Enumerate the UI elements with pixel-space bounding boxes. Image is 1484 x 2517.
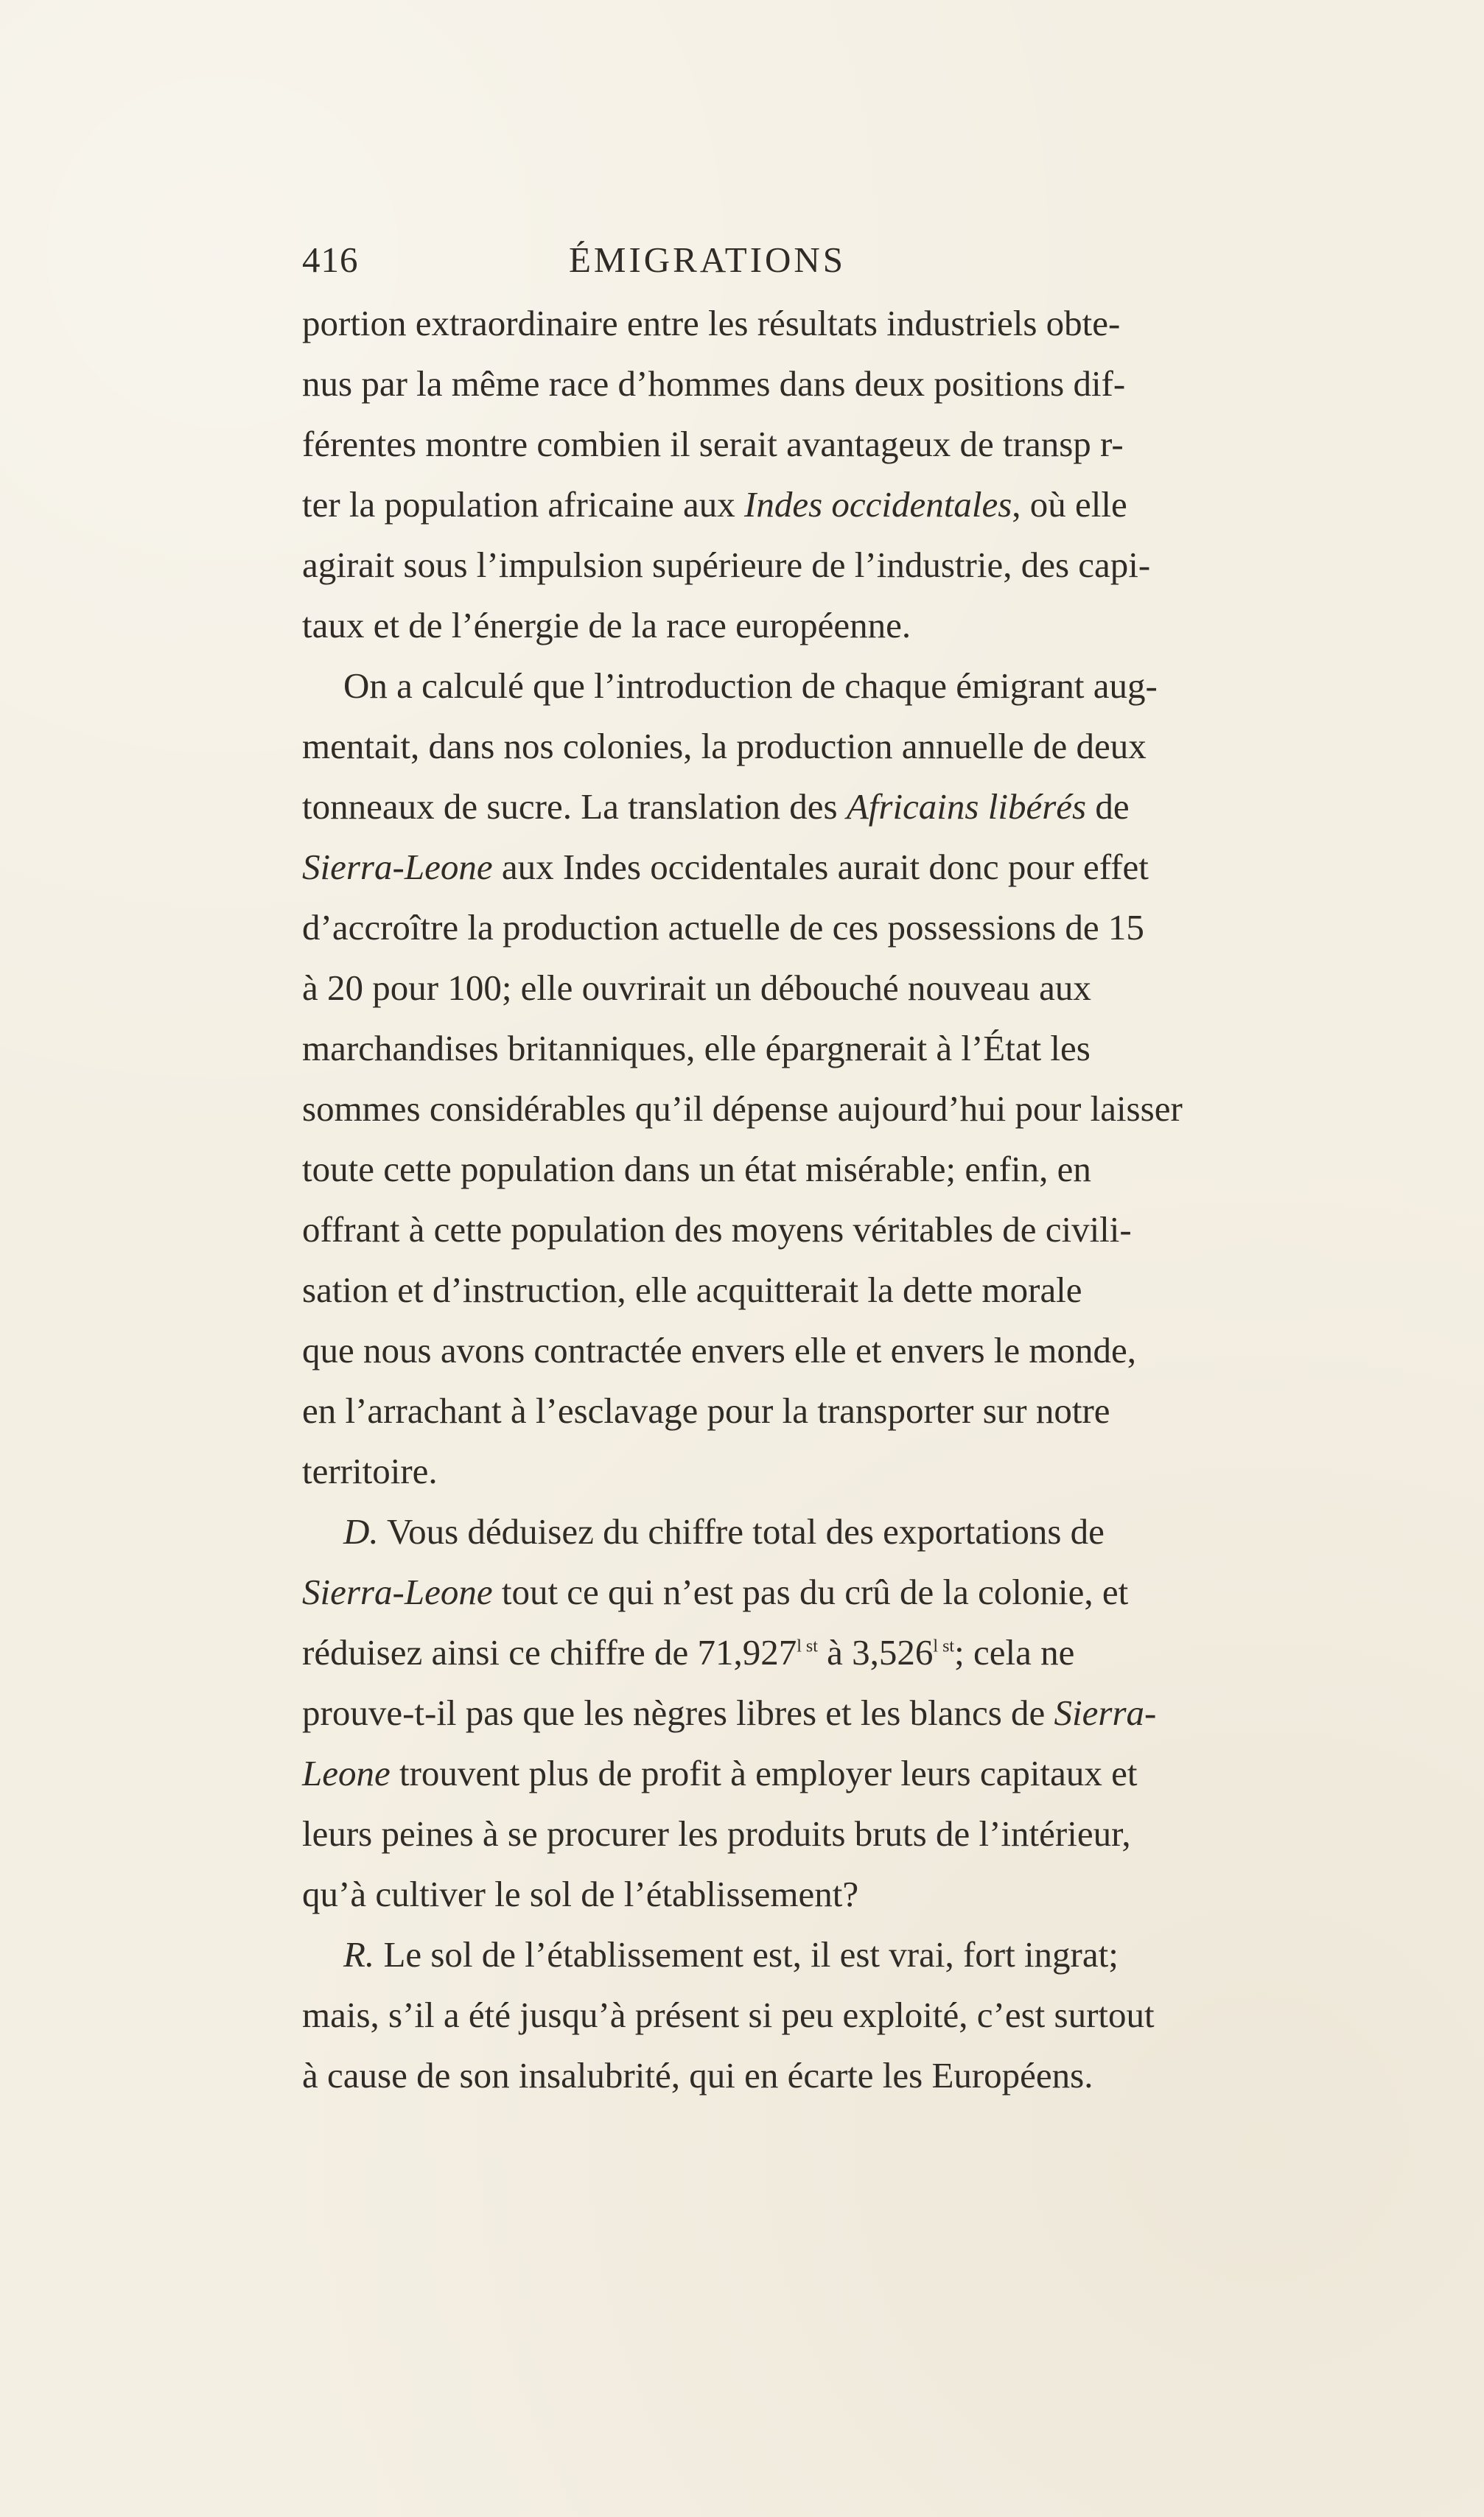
line-21-text-b: Vous déduisez du chiffre total des exportations de	[378, 1511, 1105, 1552]
text-line	[302, 1804, 1422, 1864]
line-08-text: mentait, dans nos colonies, la production annuelle de deux	[302, 726, 1147, 766]
line-24-text-a: prouve-t-il pas que les nègres libres et les blancs de	[302, 1692, 1054, 1733]
line-04-italic: Indes occidentales	[744, 484, 1012, 525]
line-24-italic: Sierra-	[1054, 1692, 1157, 1733]
line-06-text: taux et de l’énergie de la race européenne.	[302, 605, 911, 645]
answer-line	[302, 1925, 1422, 1985]
text-line	[302, 1381, 1422, 1441]
text-line	[302, 1320, 1422, 1381]
line-10-text-b: aux Indes occidentales aurait donc pour effet	[492, 847, 1149, 887]
text-line	[302, 1743, 1422, 1804]
line-04-text-c: , où elle	[1012, 484, 1127, 525]
line-05-text: agirait sous l’impulsion supérieure de l’industrie, des capi-	[302, 545, 1151, 585]
line-27-text: qu’à cultiver le sol de l’établissement?	[302, 1874, 859, 1914]
line-17-text: sation et d’instruction, elle acquitterait la dette morale	[302, 1270, 1082, 1310]
page-text	[302, 293, 1422, 2106]
text-line	[302, 1079, 1422, 1139]
line-10-italic: Sierra-Leone	[302, 847, 493, 887]
text-line	[302, 897, 1422, 958]
text-line	[302, 414, 1422, 475]
text-line	[302, 535, 1422, 595]
line-09-text-a: tonneaux de sucre. La translation des	[302, 786, 847, 827]
line-20-text: territoire.	[302, 1451, 438, 1491]
text-line	[302, 837, 1422, 897]
question-line	[302, 1502, 1422, 1562]
question-marker: D.	[343, 1511, 379, 1552]
line-22-text-b: tout ce qui n’est pas du crû de la colonie, et	[492, 1572, 1129, 1612]
line-04-text-a: ter la population africaine aux	[302, 484, 744, 525]
text-line	[302, 1200, 1422, 1260]
line-26-text: leurs peines à se procurer les produits bruts de l’intérieur,	[302, 1813, 1131, 1854]
line-12-text: à 20 pour 100; elle ouvrirait un débouché nouveau aux	[302, 967, 1091, 1008]
line-25-text-b: trouvent plus de profit à employer leurs capitaux et	[390, 1753, 1138, 1793]
line-02-text: nus par la même race d’hommes dans deux positions dif-	[302, 363, 1126, 404]
line-23-superscript-1: l st	[797, 1636, 818, 1656]
text-line	[302, 1441, 1422, 1502]
page-header	[302, 231, 1039, 290]
line-01-text: portion extraordinaire entre les résultats industriels obte-	[302, 303, 1121, 343]
text-line	[302, 1139, 1422, 1200]
line-23-text-c: ; cela ne	[954, 1632, 1075, 1673]
line-23-text-b: à 3,526	[817, 1632, 934, 1673]
running-title: ÉMIGRATIONS	[568, 239, 847, 280]
text-line	[302, 1985, 1422, 2045]
text-line	[302, 777, 1422, 837]
text-line	[302, 595, 1422, 656]
text-line	[302, 1683, 1422, 1743]
text-line	[302, 1018, 1422, 1079]
text-line	[302, 958, 1422, 1018]
line-29-text: mais, s’il a été jusqu’à présent si peu exploité, c’est surtout	[302, 1995, 1155, 2035]
line-25-italic: Leone	[302, 1753, 391, 1793]
line-14-text: sommes considérables qu’il dépense aujourd’hui pour laisser	[302, 1088, 1183, 1129]
line-11-text: d’accroître la production actuelle de ces possessions de 15	[302, 907, 1144, 948]
text-line	[302, 1562, 1422, 1622]
line-16-text: offrant à cette population des moyens véritables de civili-	[302, 1209, 1132, 1250]
line-07-text: On a calculé que l’introduction de chaque émigrant aug-	[343, 665, 1158, 706]
line-09-text-c: de	[1086, 786, 1130, 827]
line-28-text-b: Le sol de l’établissement est, il est vrai, fort ingrat;	[374, 1934, 1119, 1975]
line-22-italic: Sierra-Leone	[302, 1572, 493, 1612]
line-13-text: marchandises britanniques, elle épargnerait à l’État les	[302, 1028, 1091, 1068]
line-03-text: férentes montre combien il serait avantageux de transp r-	[302, 424, 1124, 464]
text-line	[302, 1864, 1422, 1925]
text-line	[302, 293, 1422, 354]
line-30-text: à cause de son insalubrité, qui en écarte les Européens.	[302, 2055, 1093, 2096]
paragraph-start-line	[302, 656, 1422, 716]
answer-marker: R.	[343, 1934, 375, 1975]
line-18-text: que nous avons contractée envers elle et envers le monde,	[302, 1330, 1137, 1370]
text-line	[302, 354, 1422, 414]
line-09-italic: Africains libérés	[846, 786, 1087, 827]
line-23-text-a: réduisez ainsi ce chiffre de 71,927	[302, 1632, 797, 1673]
text-line	[302, 1622, 1422, 1683]
line-15-text: toute cette population dans un état misérable; enfin, en	[302, 1149, 1091, 1189]
text-line	[302, 475, 1422, 535]
page-number: 416	[302, 239, 359, 280]
line-23-superscript-2: l st	[933, 1636, 955, 1656]
text-line	[302, 2045, 1422, 2106]
text-line	[302, 1260, 1422, 1320]
text-line	[302, 716, 1422, 777]
line-19-text: en l’arrachant à l’esclavage pour la transporter sur notre	[302, 1390, 1110, 1431]
